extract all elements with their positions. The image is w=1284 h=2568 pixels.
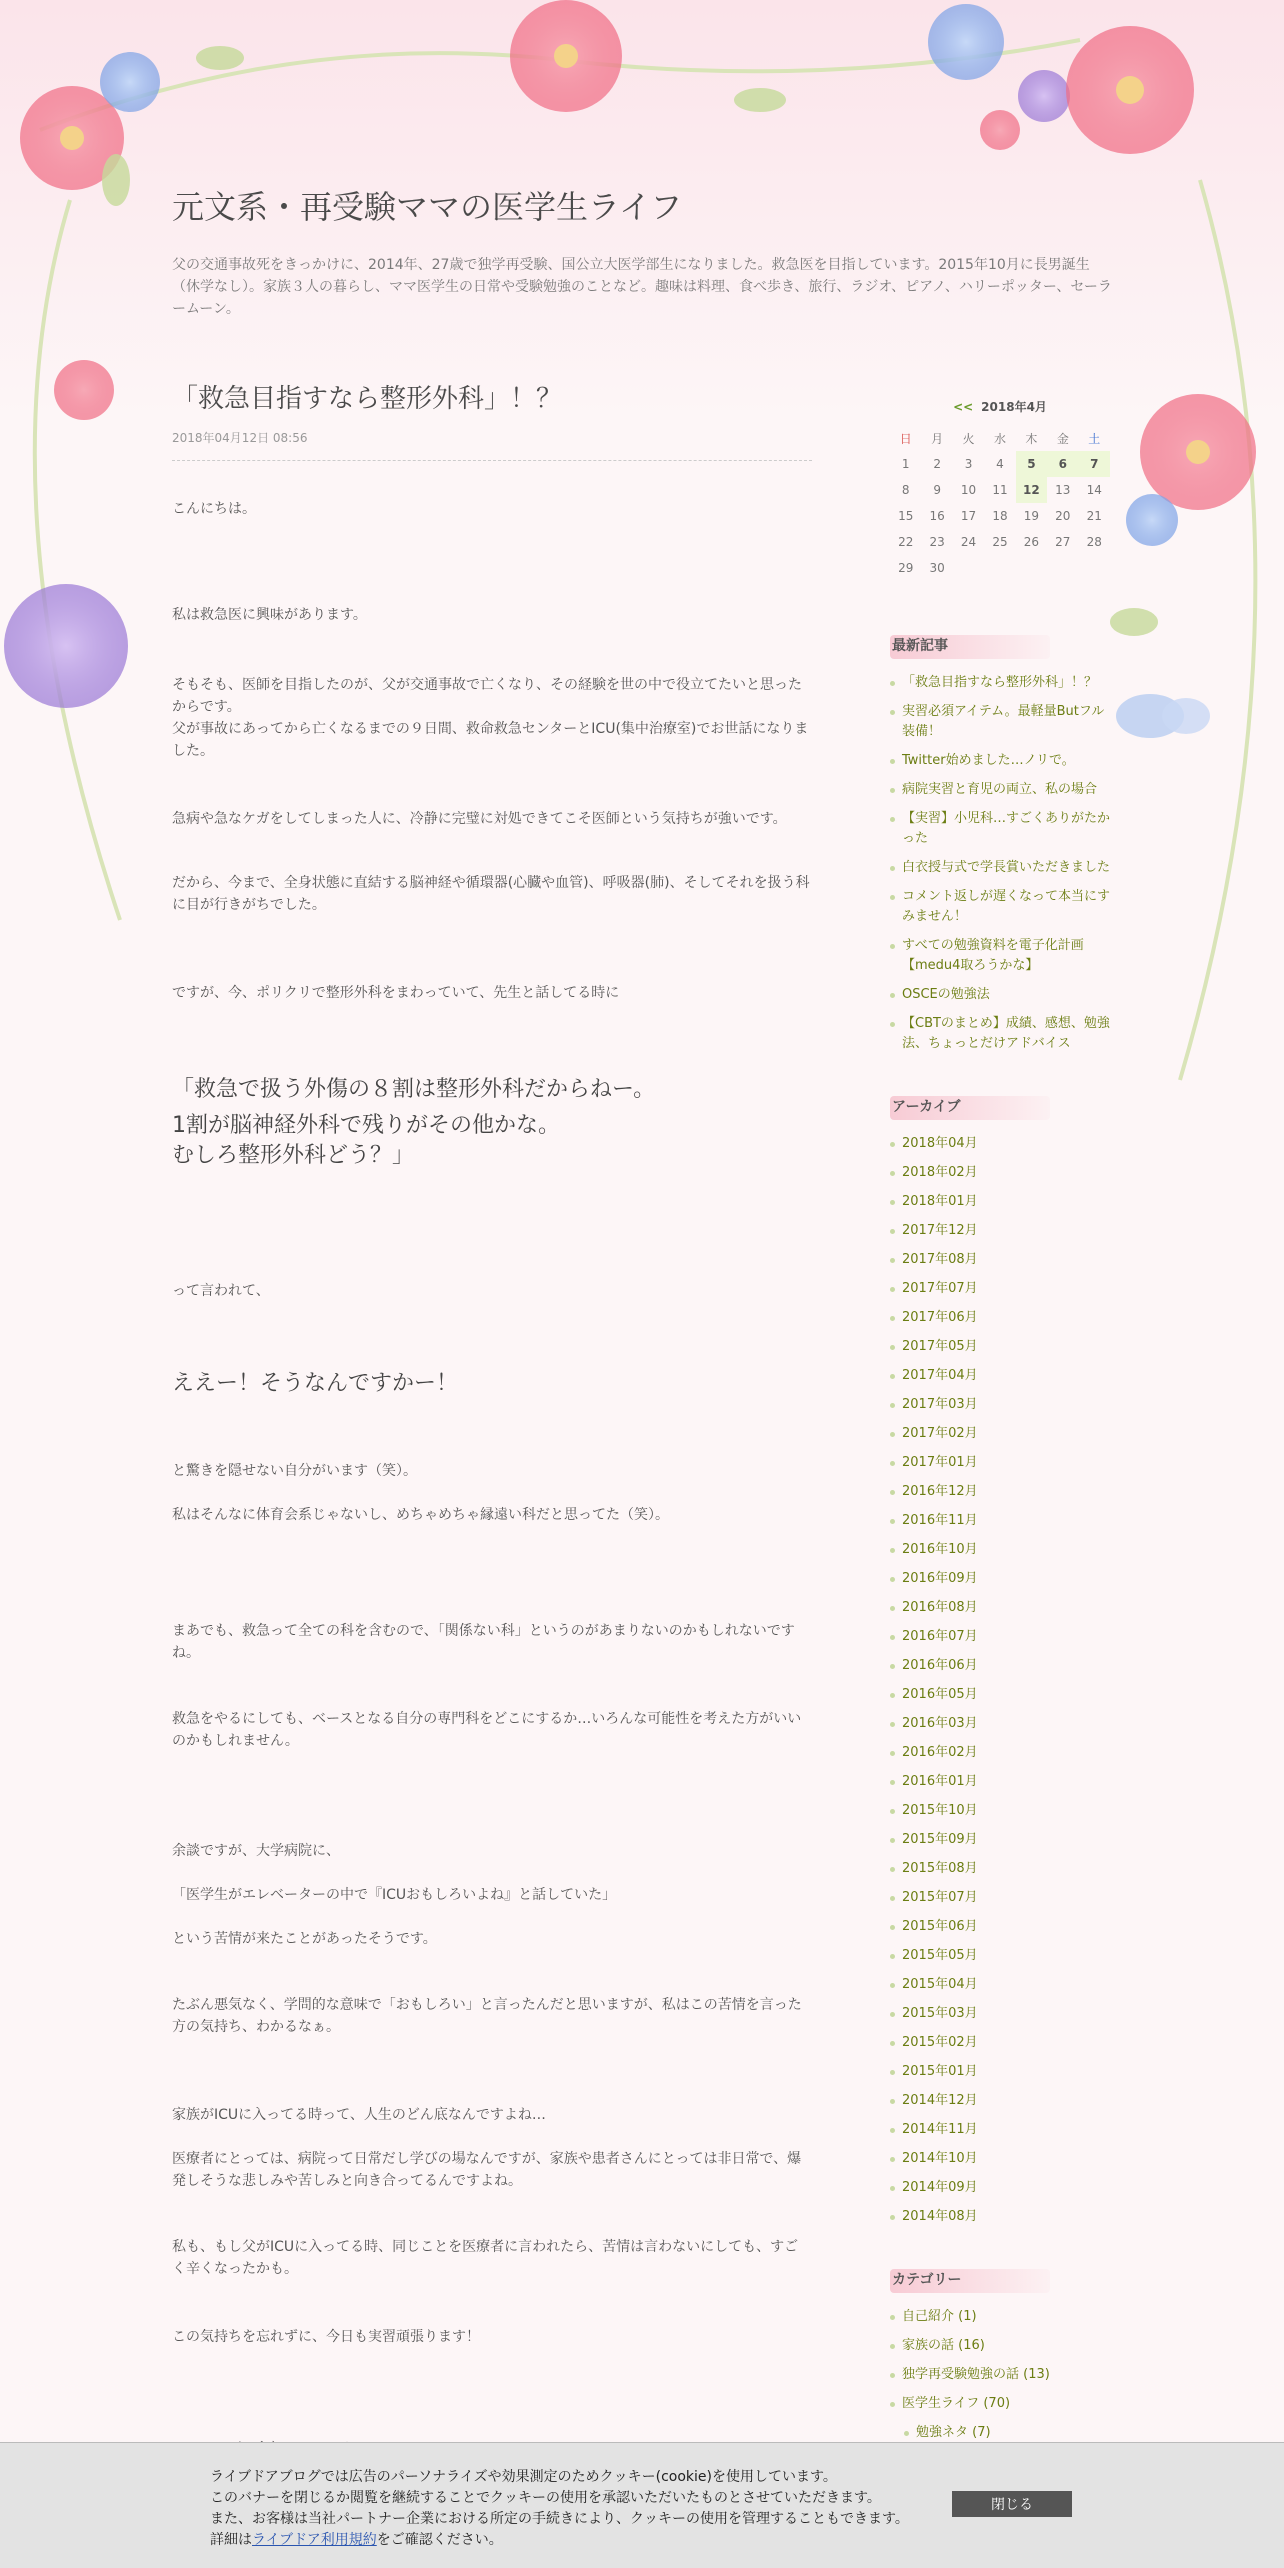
terms-link[interactable]: ライブドア利用規約	[252, 2532, 377, 2548]
flower-pink-top	[510, 0, 622, 112]
archive-link[interactable]: 2016年01月	[890, 1772, 1110, 1792]
archive-link[interactable]: 2017年12月	[890, 1221, 1110, 1241]
archive-title: アーカイブ	[890, 1096, 1050, 1120]
post-paragraph: 医療者にとっては、病院って日常だし学びの場なんですが、家族や患者さんにとっては非日常で、爆発しそうな悲しみや苦しみと向き合ってるんですよね。	[172, 2151, 802, 2189]
calendar-day: 21	[1086, 509, 1102, 523]
cookie-banner	[0, 2442, 1284, 2568]
archive-link[interactable]: 2015年01月	[890, 2062, 1110, 2082]
calendar	[890, 425, 1110, 581]
archive-link[interactable]: 2017年06月	[890, 1308, 1110, 1328]
calendar-day	[984, 555, 1015, 581]
category-link[interactable]: 家族の話 (16)	[890, 2336, 1110, 2356]
post-paragraph: こんにちは。	[172, 501, 256, 517]
cookie-line: このバナーを閉じるか閲覧を継続することでクッキーの使用を承認いただいたものとさせていただきます。	[210, 2490, 881, 2506]
recent-post-link[interactable]: 白衣授与式で学長賞いただきました	[890, 858, 1110, 878]
archive-link[interactable]: 2016年10月	[890, 1540, 1110, 1560]
calendar-day	[1047, 555, 1078, 581]
archive-link[interactable]: 2017年03月	[890, 1395, 1110, 1415]
calendar-day	[1079, 555, 1110, 581]
close-button[interactable]: 閉じる	[952, 2491, 1072, 2517]
calendar-day: 30	[929, 561, 945, 575]
archive-list	[890, 1134, 1110, 2227]
calendar-day: 27	[1055, 535, 1071, 549]
cookie-line: また、お客様は当社パートナー企業における所定の手続きにより、クッキーの使用を管理することもできます。	[210, 2511, 909, 2527]
archive-link[interactable]: 2017年02月	[890, 1424, 1110, 1444]
archive-link[interactable]: 2016年02月	[890, 1743, 1110, 1763]
flower-pink-right	[1066, 26, 1194, 154]
blog-title[interactable]: 元文系・再受験ママの医学生ライフ	[172, 188, 683, 226]
flower-blue-right	[1126, 494, 1178, 546]
article	[172, 378, 812, 2345]
calendar-day	[1016, 555, 1047, 581]
calendar-day: 24	[960, 535, 977, 549]
recent-posts-list	[890, 673, 1110, 1054]
post-paragraph: だから、今まで、全身状態に直結する脳神経や循環器(心臓や血管)、呼吸器(肺)、そしてそれを扱う科に目が行きがちでした。	[172, 875, 810, 913]
post-paragraph: 私は救急医に興味があります。	[172, 607, 367, 623]
archive-link[interactable]: 2015年06月	[890, 1917, 1110, 1937]
flower-pink-right-mid	[1140, 394, 1256, 510]
flower-pink-left-mid	[54, 360, 114, 420]
calendar-weekday: 月	[931, 431, 944, 446]
calendar-weekday: 日	[899, 431, 912, 446]
category-title: カテゴリー	[890, 2269, 1050, 2293]
archive-link[interactable]: 2017年05月	[890, 1337, 1110, 1357]
archive-link[interactable]: 2014年10月	[890, 2149, 1110, 2169]
post-paragraph: 急病や急なケガをしてしまった人に、冷静に完璧に対処できてこそ医師という気持ちが強いです。	[172, 811, 787, 827]
flower-purple-left	[4, 584, 128, 708]
calendar-prev-link[interactable]: <<	[953, 400, 974, 414]
archive-link[interactable]: 2016年09月	[890, 1569, 1110, 1589]
post-paragraph: そもそも、医師を目指したのが、父が交通事故で亡くなり、その経験を世の中で役立てたいと思ったからです。 父が事故にあってから亡くなるまでの９日間、救命救急センターとICU(集中治療室)でお世話になりました。	[172, 677, 809, 759]
calendar-day: 14	[1086, 483, 1102, 497]
recent-post-link[interactable]: Twitter始めました…ノリで。	[890, 751, 1110, 771]
calendar-day: 26	[1023, 535, 1040, 549]
calendar-day: 29	[898, 561, 914, 575]
post-paragraph: 私も、もし父がICUに入ってる時、同じことを医療者に言われたら、苦情は言わないにしても、すごく辛くなったかも。	[172, 2239, 799, 2277]
archive-link[interactable]: 2018年04月	[890, 1134, 1110, 1154]
calendar-day: 19	[1023, 509, 1040, 523]
post-paragraph: 救急をやるにしても、ベースとなる自分の専門科をどこにするか…いろんな可能性を考えた方がいいのかもしれません。	[172, 1711, 802, 1749]
recent-posts-title: 最新記事	[890, 635, 1050, 659]
calendar-day[interactable]: 6	[1047, 451, 1078, 477]
post-paragraph: ですが、今、ポリクリで整形外科をまわっていて、先生と話してる時に	[172, 985, 620, 1001]
calendar-weekday: 火	[962, 431, 975, 446]
calendar-weekday: 土	[1088, 431, 1101, 446]
calendar-day	[953, 555, 984, 581]
archive-link[interactable]: 2018年02月	[890, 1163, 1110, 1183]
butterfly	[1116, 694, 1210, 738]
cookie-line: ライブドアブログでは広告のパーソナライズや効果測定のためクッキー(cookie)を使用しています。	[210, 2469, 837, 2485]
post-title[interactable]: 「救急目指すなら整形外科」！？	[172, 384, 563, 414]
cookie-line	[210, 2530, 930, 2551]
post-paragraph: という苦情が来たことがあったそうです。	[172, 1931, 437, 1947]
recent-post-link[interactable]: 【実習】小児科…すごくありがたかった	[890, 809, 1110, 849]
archive-link[interactable]: 2016年11月	[890, 1511, 1110, 1531]
calendar-day: 9	[933, 483, 941, 497]
flower-pink-small	[980, 110, 1020, 150]
recent-post-link[interactable]: 実習必須アイテム。最軽量Butフル装備！	[890, 702, 1110, 742]
calendar-day: 1	[901, 457, 910, 471]
recent-post-link[interactable]: 【CBTのまとめ】成績、感想、勉強法、ちょっとだけアドバイス	[890, 1014, 1110, 1054]
calendar-day: 17	[960, 509, 977, 523]
calendar-month: 2018年4月	[981, 400, 1047, 414]
calendar-day: 4	[996, 457, 1004, 471]
calendar-day: 3	[964, 457, 973, 471]
calendar-day: 25	[992, 535, 1008, 549]
calendar-day: 8	[901, 483, 910, 497]
category-link[interactable]: 独学再受験勉強の話 (13)	[890, 2365, 1110, 2385]
calendar-day[interactable]: 5	[1016, 451, 1047, 477]
archive-link[interactable]: 2014年09月	[890, 2178, 1110, 2198]
archive-link[interactable]: 2017年07月	[890, 1279, 1110, 1299]
post-paragraph: まあでも、救急って全ての科を含むので、「関係ない科」というのがあまりないのかもしれないですね。	[172, 1623, 795, 1661]
calendar-weekday: 木	[1025, 431, 1038, 446]
cookie-text	[210, 2467, 930, 2551]
flower-blue-top	[928, 4, 1004, 80]
archive-link[interactable]: 2014年11月	[890, 2120, 1110, 2140]
archive-link[interactable]: 2015年03月	[890, 2004, 1110, 2024]
cookie-prefix: 詳細は	[210, 2532, 252, 2548]
category-list	[890, 2307, 1110, 2443]
archive-link[interactable]: 2016年08月	[890, 1598, 1110, 1618]
calendar-day: 15	[898, 509, 914, 523]
recent-post-link[interactable]: OSCEの勉強法	[890, 985, 1110, 1005]
category-link[interactable]: 自己紹介 (1)	[890, 2307, 1110, 2327]
archive-link[interactable]: 2018年01月	[890, 1192, 1110, 1212]
archive-link[interactable]: 2015年10月	[890, 1801, 1110, 1821]
calendar-day: 23	[929, 535, 945, 549]
archive-link[interactable]: 2016年06月	[890, 1656, 1110, 1676]
archive-link[interactable]: 2017年08月	[890, 1250, 1110, 1270]
flower-purple-top	[1018, 70, 1070, 122]
category-link[interactable]: 医学生ライフ (70)	[890, 2394, 1110, 2414]
archive-link[interactable]: 2015年02月	[890, 2033, 1110, 2053]
archive-link[interactable]: 2016年05月	[890, 1685, 1110, 1705]
archive-link[interactable]: 2015年07月	[890, 1888, 1110, 1908]
post-paragraph: この気持ちを忘れずに、今日も実習頑張ります！	[172, 2329, 480, 2345]
calendar-day: 16	[929, 509, 945, 523]
archive-link[interactable]: 2016年03月	[890, 1714, 1110, 1734]
post-paragraph: むしろ整形外科どう？」	[172, 1143, 415, 1168]
calendar-day: 22	[898, 535, 914, 549]
archive-link[interactable]: 2016年12月	[890, 1482, 1110, 1502]
calendar-weekday: 水	[993, 431, 1006, 446]
calendar-header	[890, 398, 1110, 415]
archive-link[interactable]: 2017年01月	[890, 1453, 1110, 1473]
calendar-day: 18	[992, 509, 1008, 523]
archive-link[interactable]: 2014年08月	[890, 2207, 1110, 2227]
post-paragraph: 余談ですが、大学病院に、	[172, 1843, 340, 1859]
post-paragraph: 「救急で扱う外傷の８割は整形外科だからねー。 1割が脳神経外科で残りがその他かな。	[172, 1077, 656, 1138]
recent-post-link[interactable]: コメント返しが遅くなって本当にすみません！	[890, 887, 1110, 927]
archive-link[interactable]: 2015年08月	[890, 1859, 1110, 1879]
calendar-day: 28	[1086, 535, 1102, 549]
calendar-day[interactable]: 12	[1016, 477, 1047, 503]
calendar-day: 11	[992, 483, 1008, 497]
post-paragraph: って言われて、	[172, 1283, 270, 1299]
flower-blue-left	[100, 52, 160, 112]
calendar-day: 13	[1055, 483, 1071, 497]
archive-link[interactable]: 2017年04月	[890, 1366, 1110, 1386]
calendar-day[interactable]: 7	[1079, 451, 1110, 477]
post-paragraph: たぶん悪気なく、学問的な意味で「おもしろい」と言ったんだと思いますが、私はこの苦情を言った方の気持ち、わかるなぁ。	[172, 1997, 802, 2035]
blog-description: 父の交通事故死をきっかけに、2014年、27歳で独学再受験、国公立大医学部生になりました。救急医を目指しています。2015年10月に長男誕生（休学なし）。家族３人の暮らし、ママ医学生の日常や受験勉強のことなど。趣味は料理、食べ歩き、旅行、ラジオ、ピアノ、ハリーポッター、セーラームーン。	[172, 257, 1112, 317]
post-paragraph: と驚きを隠せない自分がいます（笑）。	[172, 1463, 417, 1479]
recent-post-link[interactable]: すべての勉強資料を電子化計画【medu4取ろうかな】	[890, 936, 1110, 976]
post-date: 2018年04月12日 08:56	[172, 429, 812, 461]
category-sub-link[interactable]: 勉強ネタ (7)	[904, 2423, 1110, 2443]
post-paragraph: 家族がICUに入ってる時って、人生のどん底なんですよね…	[172, 2107, 546, 2123]
post-paragraph: ええー！そうなんですかー！	[172, 1371, 459, 1396]
recent-post-link[interactable]: 「救急目指すなら整形外科」！？	[890, 673, 1110, 693]
calendar-weekday: 金	[1056, 431, 1069, 446]
archive-link[interactable]: 2015年05月	[890, 1946, 1110, 1966]
archive-link[interactable]: 2015年09月	[890, 1830, 1110, 1850]
archive-link[interactable]: 2015年04月	[890, 1975, 1110, 1995]
archive-link[interactable]: 2014年12月	[890, 2091, 1110, 2111]
calendar-day: 20	[1055, 509, 1071, 523]
recent-post-link[interactable]: 病院実習と育児の両立、私の場合	[890, 780, 1110, 800]
post-paragraph: 私はそんなに体育会系じゃないし、めちゃめちゃ縁遠い科だと思ってた（笑）。	[172, 1507, 669, 1523]
calendar-day: 10	[960, 483, 977, 497]
post-paragraph: 「医学生がエレベーターの中で『ICUおもしろいよね』と話していた」	[172, 1887, 617, 1903]
archive-link[interactable]: 2016年07月	[890, 1627, 1110, 1647]
sidebar	[890, 398, 1110, 2452]
cookie-suffix: をご確認ください。	[376, 2532, 503, 2548]
calendar-day: 2	[933, 457, 941, 471]
